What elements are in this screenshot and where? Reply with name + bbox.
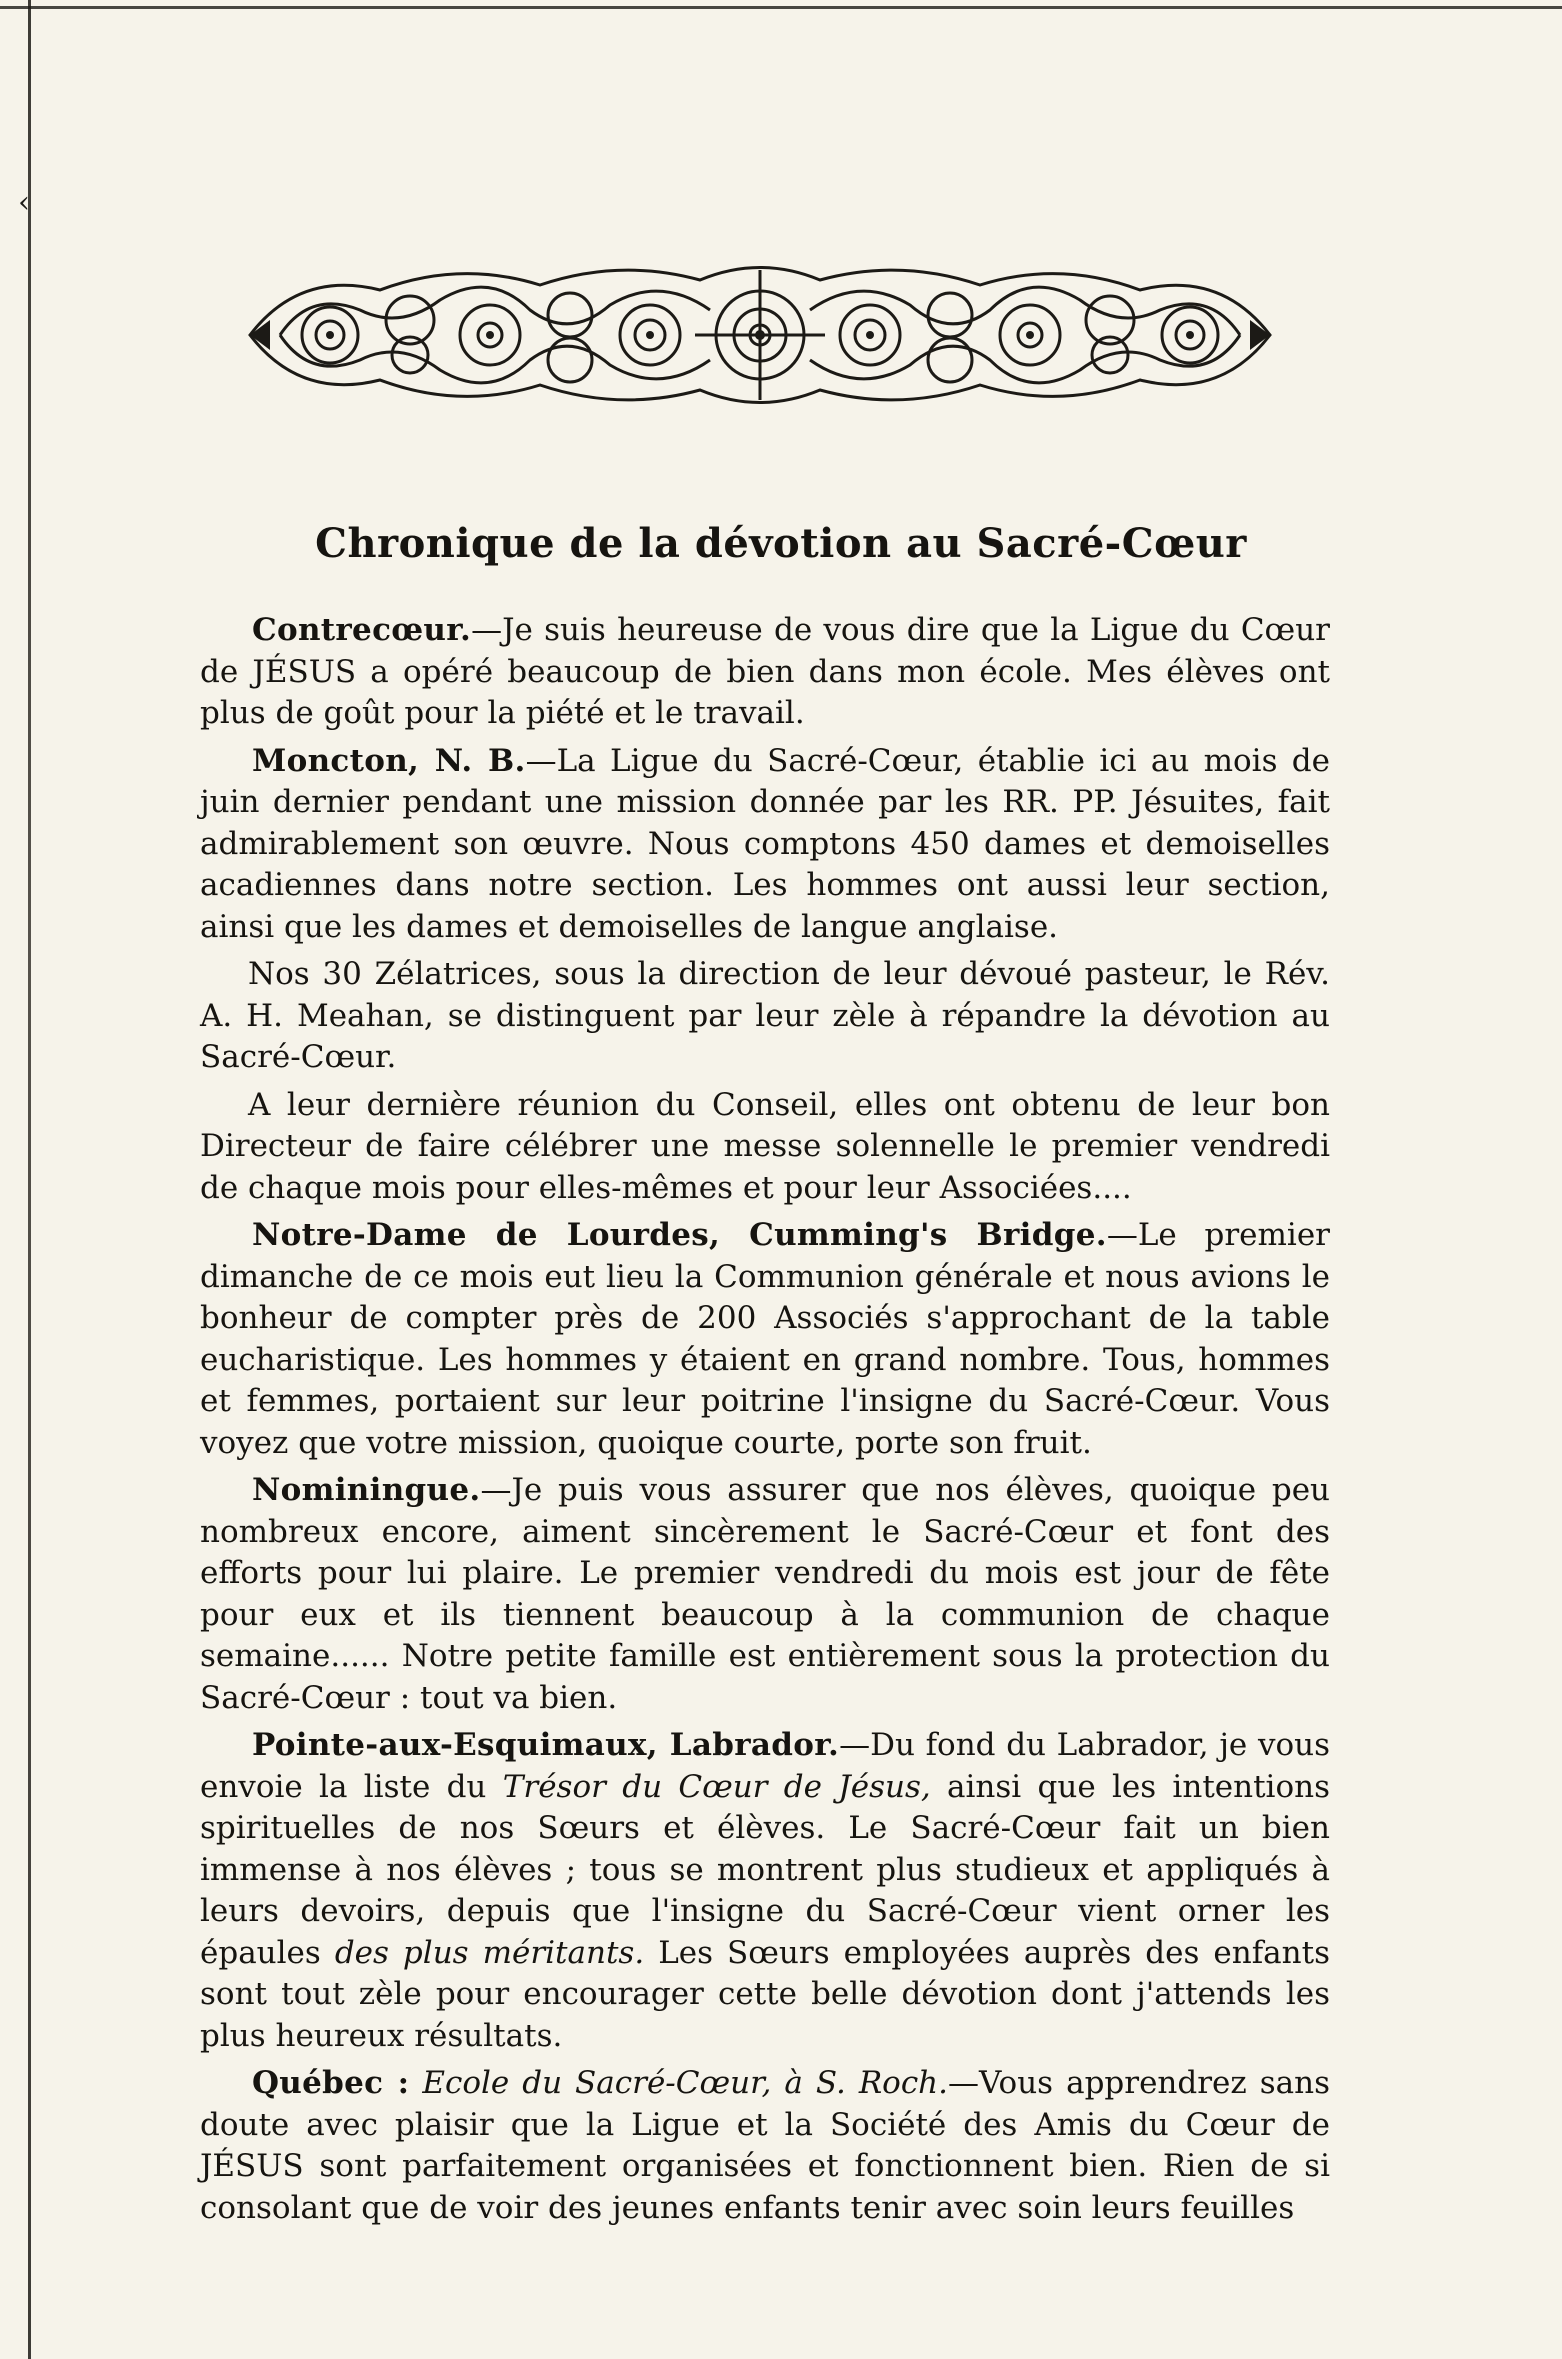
place-heading: Contrecœur.	[252, 612, 472, 648]
italic-school-name: Ecole du Sacré-Cœur, à S. Roch.	[422, 2065, 949, 2101]
italic-title: Trésor du Cœur de Jésus,	[502, 1768, 931, 1805]
place-heading: Pointe-aux-Esquimaux, Labrador.	[252, 1727, 840, 1763]
paragraph-quebec	[200, 2063, 1330, 2229]
italic-phrase: des plus méritants.	[334, 1934, 645, 1971]
place-heading: Nominingue.	[252, 1472, 481, 1508]
paragraph-conseil	[200, 1085, 1330, 1210]
paragraph-moncton	[200, 741, 1330, 949]
paragraph-contrecoeur	[200, 610, 1330, 735]
margin-mark: ‹	[18, 185, 30, 220]
paragraph-text: —Du fond du Labrador, je vous envoie la liste du	[200, 1727, 1330, 1805]
place-heading: Moncton, N. B.	[252, 742, 526, 779]
place-heading: Notre-Dame de Lourdes, Cumming's Bridge.	[252, 1217, 1107, 1253]
paragraph-pointe-aux-esquimaux	[200, 1725, 1330, 2057]
paragraph-text: —La Ligue du Sacré-Cœur, établie ici au mois de juin dernier pendant une mission donnée par les RR. PP. Jésuites, fait admirablement son œuvre. Nous comptons 450 dames et demoiselles acadiennes dans notre section. Les hommes ont aussi leur section, ainsi que les dames et demoiselles de langue anglaise.	[200, 742, 1330, 945]
page-title: Chronique de la dévotion au Sacré-Cœur	[315, 520, 1247, 567]
chronicle-body	[200, 610, 1330, 2235]
paragraph-zelatrices	[200, 954, 1330, 1079]
page-top-edge	[0, 6, 1562, 9]
ornamental-header-band	[240, 250, 1280, 420]
paragraph-text	[409, 2065, 422, 2101]
place-heading: Québec :	[252, 2065, 410, 2101]
page-binding-edge	[28, 0, 31, 2359]
paragraph-text: —Le premier dimanche de ce mois eut lieu la Communion générale et nous avions le bonheur de compter près de 200 Associés s'approchant de la table eucharistique. Les hommes y étaient en grand nombre. Tous, hommes et femmes, portaient sur leur poitrine l'insigne du Sacré-Cœur. Vous voyez que votre mission, quoique courte, porte son fruit.	[200, 1217, 1330, 1461]
paragraph-text: ainsi que les intentions spirituelles de nos Sœurs et élèves. Le Sacré-Cœur fait un bien immense à nos élèves ; tous se montrent plus studieux et appliqués à leurs devoirs, depuis que l'insigne du Sacré-Cœur vient orner les épaules	[200, 1768, 1330, 1971]
paragraph-nominingue	[200, 1470, 1330, 1719]
paragraph-text: Nos 30 Zélatrices, sous la direction de leur dévoué pasteur, le Rév. A. H. Meahan, se distinguent par leur zèle à répandre la dévotion au Sacré-Cœur.	[200, 956, 1330, 1075]
paragraph-text: Les Sœurs employées auprès des enfants sont tout zèle pour encourager cette belle dévotion dont j'attends les plus heureux résultats.	[200, 1934, 1330, 2054]
paragraph-text: —Je puis vous assurer que nos élèves, quoique peu nombreux encore, aiment sincèrement le Sacré-Cœur et font des efforts pour lui plaire. Le premier vendredi du mois est jour de fête pour eux et ils tiennent beaucoup à la communion de chaque semaine...... Notre petite famille est entièrement sous la protection du Sacré-Cœur : tout va bien.	[200, 1472, 1330, 1716]
paragraph-notre-dame-de-lourdes	[200, 1215, 1330, 1464]
paragraph-text: —Vous apprendrez sans doute avec plaisir que la Ligue et la Société des Amis du Cœur de JÉSUS sont parfaitement organisées et fonctionnent bien. Rien de si consolant que de voir des jeunes enfants tenir avec soin leurs feuilles	[200, 2065, 1330, 2226]
paragraph-text: —Je suis heureuse de vous dire que la Ligue du Cœur de JÉSUS a opéré beaucoup de bien dans mon école. Mes élèves ont plus de goût pour la piété et le travail.	[200, 612, 1330, 731]
paragraph-text: A leur dernière réunion du Conseil, elles ont obtenu de leur bon Directeur de faire célébrer une messe solennelle le premier vendredi de chaque mois pour elles-mêmes et pour leur Associées....	[200, 1086, 1330, 1206]
